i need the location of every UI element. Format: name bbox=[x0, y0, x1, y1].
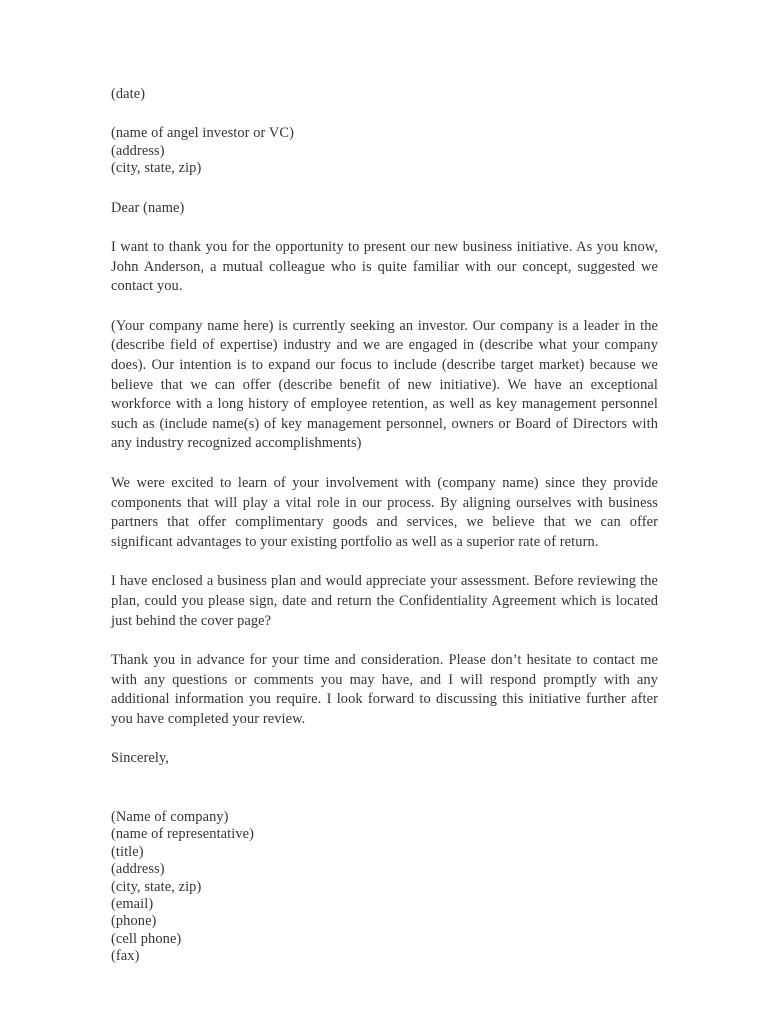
spacer-paragraph-5 bbox=[111, 730, 658, 750]
signature-representative-line: (name of representative) bbox=[111, 826, 255, 843]
spacer-after-salutation bbox=[111, 217, 658, 238]
signature-address-line: (address) bbox=[111, 861, 165, 878]
signature-city-state-zip-line: (city, state, zip) bbox=[111, 878, 202, 895]
spacer-after-recipient bbox=[111, 178, 658, 200]
signature-title-line: (title) bbox=[111, 843, 144, 860]
date-line: (date) bbox=[111, 86, 146, 102]
signature-email-line: (email) bbox=[111, 895, 154, 912]
body-paragraph-4: I have enclosed a business plan and would appreciate your assessment. Before reviewing the plan, could you please sign, date and return the Confidentiality Agreement which is located just behind the cover page? bbox=[111, 573, 658, 629]
signature-block bbox=[111, 809, 658, 966]
signature-space bbox=[111, 767, 658, 809]
spacer-paragraph-2 bbox=[111, 454, 658, 474]
recipient-city-state-zip-line: (city, state, zip) bbox=[111, 160, 202, 177]
body-paragraph-3: We were excited to learn of your involvement with (company name) since they provide components that will play a vital role in our process. By aligning ourselves with business partners that offer complimentary goods and services, we believe that we can offer significant advantages to your existing portfolio as well as a superior rate of return. bbox=[111, 474, 658, 550]
spacer-paragraph-4 bbox=[111, 631, 658, 651]
letter-body bbox=[111, 86, 658, 966]
spacer-after-date bbox=[111, 103, 658, 125]
closing: Sincerely, bbox=[111, 749, 170, 766]
spacer-paragraph-1 bbox=[111, 297, 658, 317]
recipient-address-block bbox=[111, 125, 658, 177]
signature-fax-line: (fax) bbox=[111, 948, 140, 965]
recipient-name-line: (name of angel investor or VC) bbox=[111, 125, 294, 142]
body-paragraph-5: Thank you in advance for your time and consideration. Please don’t hesitate to contact me with any questions or comments you may have, and I will respond promptly with any additional information you require. I look forward to discussing this initiative further after you have completed your review. bbox=[111, 652, 658, 727]
spacer-paragraph-3 bbox=[111, 552, 658, 572]
body-paragraph-2: (Your company name here) is currently seeking an investor. Our company is a leader in the (describe field of expertise) industry and we are engaged in (describe what your company does). Our intention is to expand our focus to include (describe target market) because we believe that we can offer (describe benefit of new initiative). We have an exceptional workforce with a long history of employee retention, as well as key management personnel such as (include name(s) of key management personnel, owners or Board of Directors with any industry recognized accomplishments) bbox=[111, 317, 658, 452]
salutation: Dear (name) bbox=[111, 199, 185, 216]
body-paragraph-1: I want to thank you for the opportunity to present our new business initiative. As you know, John Anderson, a mutual colleague who is quite familiar with our concept, suggested we contact you. bbox=[111, 239, 658, 295]
signature-phone-line: (phone) bbox=[111, 913, 157, 930]
recipient-address-line: (address) bbox=[111, 142, 165, 159]
signature-company-line: (Name of company) bbox=[111, 808, 229, 825]
signature-cell-phone-line: (cell phone) bbox=[111, 930, 182, 947]
